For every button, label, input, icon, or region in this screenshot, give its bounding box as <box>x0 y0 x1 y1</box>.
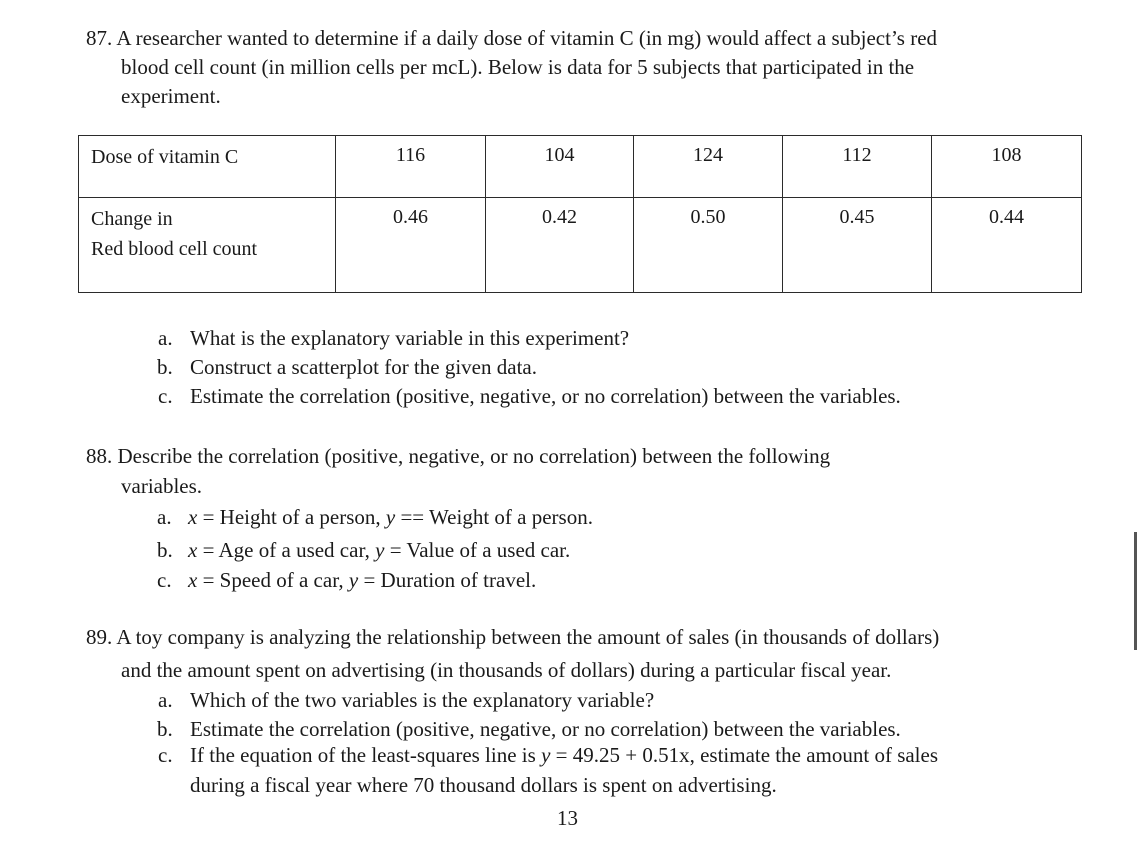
q87-line-2: blood cell count (in million cells per mcL). Below is data for 5 subjects that participated in the <box>121 55 915 79</box>
q87-part-a-text: What is the explanatory variable in this experiment? <box>190 326 630 350</box>
q89-c-pre: If the equation of the least-squares line is <box>190 743 542 767</box>
table-row-change <box>79 198 1082 293</box>
q88-part-a-letter: a. <box>157 505 172 529</box>
change-cell: 0.44 <box>932 198 1082 293</box>
q89-c-post: = 49.25 + 0.51x, estimate the amount of sales <box>550 743 939 767</box>
q89-part-a-text: Which of the two variables is the explanatory variable? <box>190 688 655 712</box>
q88-a-mid: = Height of a person, <box>197 505 386 529</box>
dose-cell: 112 <box>783 136 932 198</box>
q89-part-b-letter: b. <box>157 717 173 741</box>
q88-b-rest: = Value of a used car. <box>384 538 571 562</box>
dose-cell: 116 <box>336 136 486 198</box>
change-cell: 0.45 <box>783 198 932 293</box>
q89-part-c-letter: c. <box>158 743 173 767</box>
var-x: x <box>188 568 198 592</box>
q88-part-c-letter: c. <box>157 568 172 592</box>
q87-line-1: 87. A researcher wanted to determine if a daily dose of vitamin C (in mg) would affect a subject’s red <box>86 26 938 50</box>
q88-a-rest: == Weight of a person. <box>395 505 593 529</box>
q87-part-c-letter: c. <box>158 384 173 408</box>
table-row-dose <box>79 136 1082 198</box>
dose-cell: 108 <box>932 136 1082 198</box>
q89-line-1: 89. A toy company is analyzing the relationship between the amount of sales (in thousands of dollars) <box>86 625 940 649</box>
q88-c-rest: = Duration of travel. <box>358 568 537 592</box>
change-cell: 0.42 <box>486 198 634 293</box>
q88-part-a-text <box>188 503 593 532</box>
q87-part-b-letter: b. <box>157 355 173 379</box>
vitamin-c-data-table <box>78 135 1082 293</box>
q88-part-c-text <box>188 566 536 595</box>
q88-line-1: 88. Describe the correlation (positive, negative, or no correlation) between the following <box>86 444 831 468</box>
dose-cell: 124 <box>634 136 783 198</box>
change-cell: 0.50 <box>634 198 783 293</box>
q87-part-a-letter: a. <box>158 326 173 350</box>
var-y: y <box>541 743 551 767</box>
page-number: 13 <box>557 806 578 830</box>
q89-part-c-line-2: during a fiscal year where 70 thousand dollars is spent on advertising. <box>190 773 777 797</box>
var-y: y <box>375 538 385 562</box>
q88-part-b-letter: b. <box>157 538 173 562</box>
q89-line-2: and the amount spent on advertising (in thousands of dollars) during a particular fiscal year. <box>121 658 892 682</box>
q89-part-a-letter: a. <box>158 688 173 712</box>
q88-line-2: variables. <box>121 474 203 498</box>
row-label-change-line-1: Change in <box>91 208 173 230</box>
var-x: x <box>188 505 198 529</box>
q88-part-b-text <box>188 536 570 565</box>
row-label-dose: Dose of vitamin C <box>79 136 336 198</box>
q88-c-mid: = Speed of a car, <box>197 568 349 592</box>
dose-cell: 104 <box>486 136 634 198</box>
var-y: y <box>348 568 359 592</box>
var-x: x <box>188 538 198 562</box>
row-label-change-line-2: Red blood cell count <box>91 238 258 260</box>
change-cell: 0.46 <box>336 198 486 293</box>
q87-part-b-text: Construct a scatterplot for the given data. <box>190 355 537 379</box>
q87-part-c-text: Estimate the correlation (positive, negative, or no correlation) between the variables. <box>190 384 901 408</box>
q89-part-b-text: Estimate the correlation (positive, negative, or no correlation) between the variables. <box>190 717 901 741</box>
row-label-change <box>79 198 336 293</box>
q89-part-c-text <box>190 741 938 770</box>
q87-line-3: experiment. <box>121 84 221 108</box>
q88-b-mid: = Age of a used car, <box>197 538 376 562</box>
var-y: y <box>385 505 396 529</box>
